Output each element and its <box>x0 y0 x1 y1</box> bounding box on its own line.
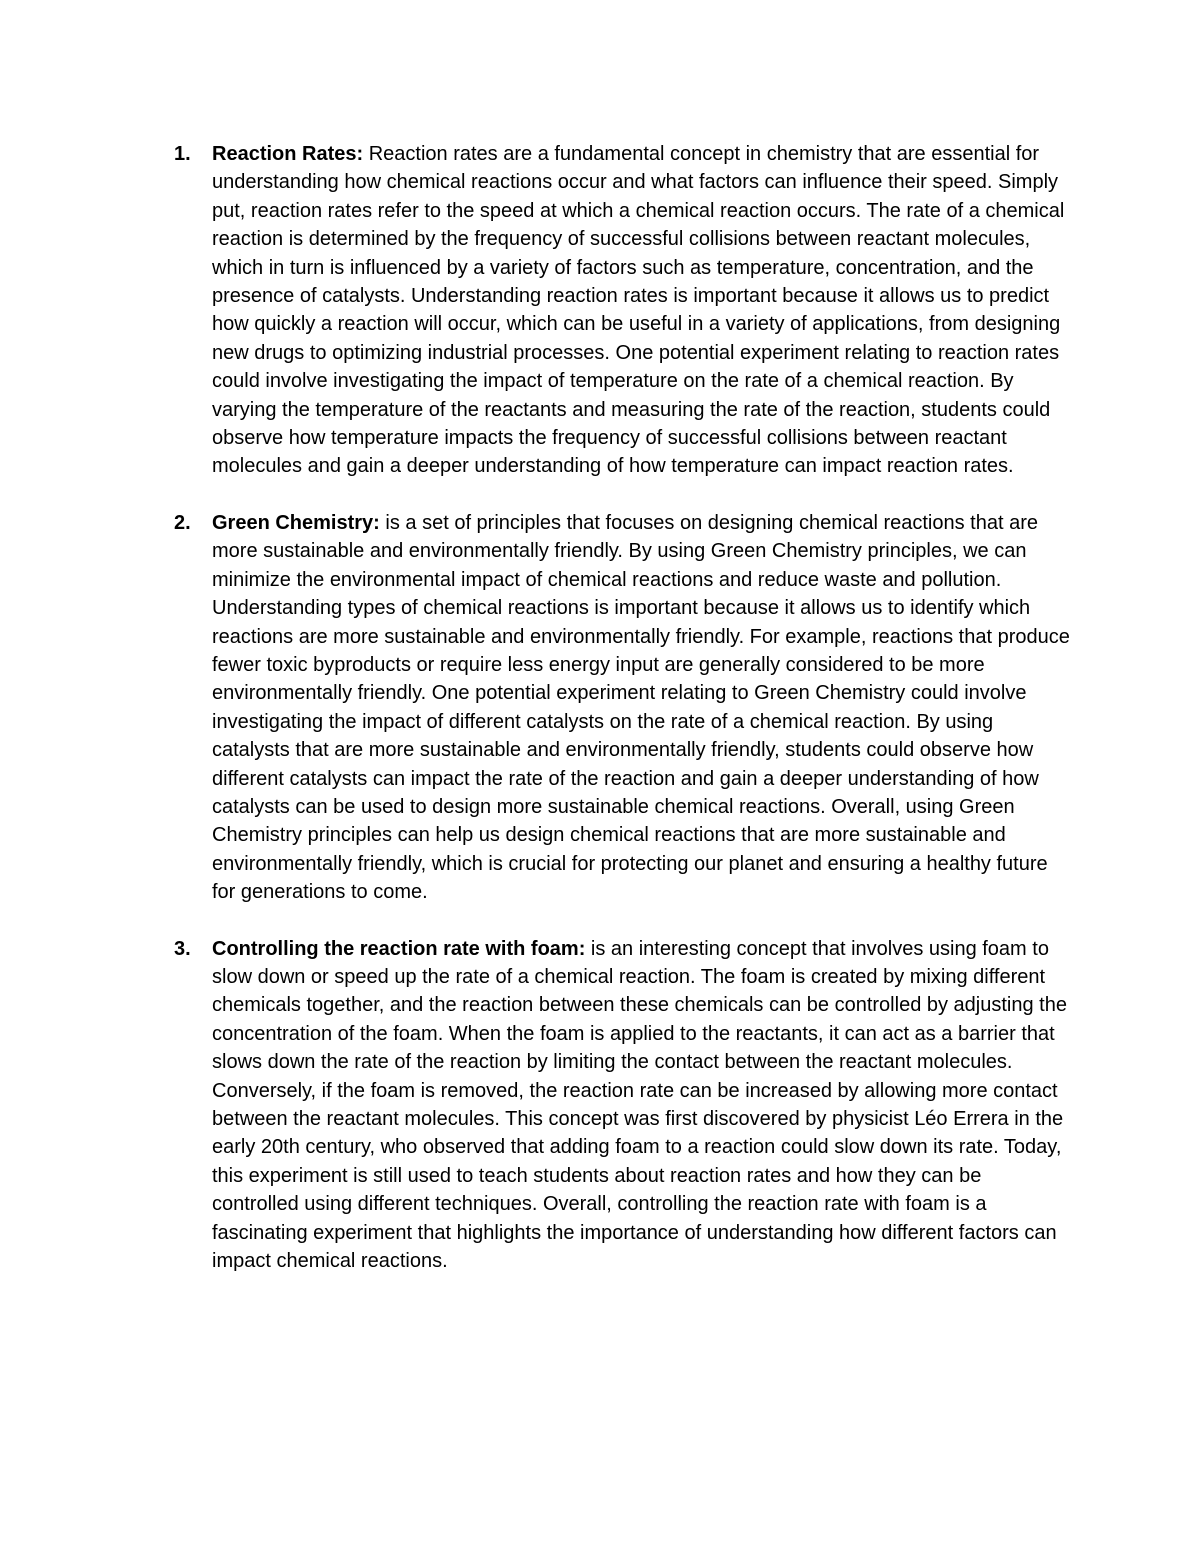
paragraph-foam <box>212 935 1072 1276</box>
paragraph-text: is an interesting concept that involves using foam to slow down or speed up the rate of a chemical reaction. The foam is created by mixing different chemicals together, and the reaction between these chemicals can be controlled by adjusting the concentration of the foam. When the foam is applied to the reactants, it can act as a barrier that slows down the rate of the reaction by limiting the contact between the reactant molecules. Conversely, if the foam is removed, the reaction rate can be increased by allowing more contact between the reactant molecules. This concept was first discovered by physicist Léo Errera in the early 20th century, who observed that adding foam to a reaction could slow down its rate. Today, this experiment is still used to teach students about reaction rates and how they can be controlled using different techniques. Overall, controlling the reaction rate with foam is a fascinating experiment that highlights the importance of understanding how different factors can impact chemical reactions. <box>212 937 1067 1273</box>
paragraph-reaction-rates <box>212 140 1072 481</box>
list-number: 1. <box>174 143 191 165</box>
paragraph-text: is a set of principles that focuses on designing chemical reactions that are more sustainable and environmentally friendly. By using Green Chemistry principles, we can minimize the environmental impact of chemical reactions and reduce waste and pollution. Understanding types of chemical reactions is important because it allows us to identify which reactions are more sustainable and environmentally friendly. For example, reactions that produce fewer toxic byproducts or require less energy input are generally considered to be more environmentally friendly. One potential experiment relating to Green Chemistry could involve investigating the impact of different catalysts on the rate of a chemical reaction. By using catalysts that are more sustainable and environmentally friendly, students could observe how different catalysts can impact the rate of the reaction and gain a deeper understanding of how catalysts can be used to design more sustainable chemical reactions. Overall, using Green Chemistry principles can help us design chemical reactions that are more sustainable and environmentally friendly, which is crucial for protecting our planet and ensuring a healthy future for generations to come. <box>212 511 1070 904</box>
numbered-list <box>0 140 1200 1303</box>
list-number: 3. <box>174 937 191 960</box>
list-item-reaction-rates <box>0 140 1200 481</box>
term-heading: Reaction Rates: <box>212 143 364 165</box>
paragraph-green-chemistry <box>212 509 1072 907</box>
paragraph-text: Reaction rates are a fundamental concept in chemistry that are essential for understanding how chemical reactions occur and what factors can influence their speed. Simply put, reaction rates refer to the speed at which a chemical reaction occurs. The rate of a chemical reaction is determined by the frequency of successful collisions between reactant molecules, which in turn is influenced by a variety of factors such as temperature, concentration, and the presence of catalysts. Understanding reaction rates is important because it allows us to predict how quickly a reaction will occur, which can be useful in a variety of applications, from designing new drugs to optimizing industrial processes. One potential experiment relating to reaction rates could involve investigating the impact of temperature on the rate of a chemical reaction. By varying the temperature of the reactants and measuring the rate of the reaction, students could observe how temperature impacts the frequency of successful collisions between reactant molecules and gain a deeper understanding of how temperature can impact reaction rates. <box>212 143 1065 478</box>
list-number: 2. <box>174 511 191 534</box>
list-item-foam <box>0 935 1200 1276</box>
term-heading: Green Chemistry: <box>212 511 380 534</box>
term-heading: Controlling the reaction rate with foam: <box>212 937 586 960</box>
list-item-green-chemistry <box>0 509 1200 907</box>
